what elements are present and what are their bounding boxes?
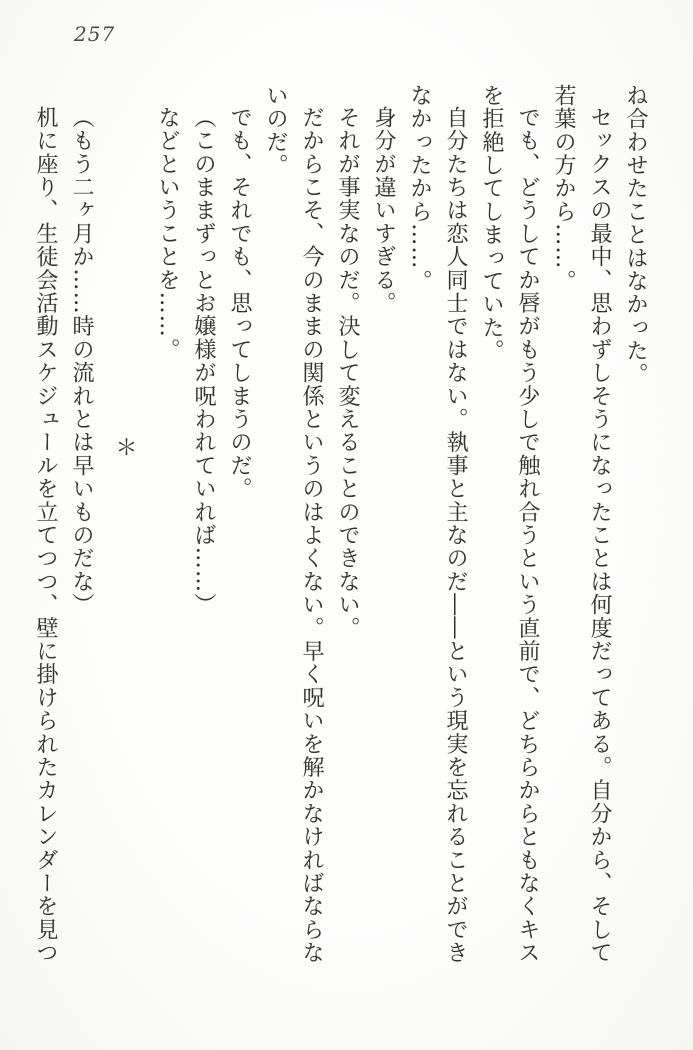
text-column: などということを……。 bbox=[155, 106, 180, 362]
text-column: 机に座り、生徒会活動スケジュールを立てつつ、壁に掛けられたカレンダーを見つ bbox=[33, 106, 58, 965]
text-column: でも、それでも、思ってしまうのだ。 bbox=[227, 106, 252, 501]
text-column: 若葉の方から……。 bbox=[551, 84, 576, 293]
page-number: 257 bbox=[74, 22, 116, 46]
text-column: いのだ。 bbox=[263, 84, 288, 177]
text-column: だからこそ、今のままの関係というのはよくない。早く呪いを解かなければならな bbox=[299, 106, 324, 965]
text-column: でも、どうしてか唇がもう少しで触れ合うという直前で、どちらからともなくキス bbox=[515, 106, 540, 965]
text-column: 自分たちは恋人同士ではない。執事と主なのだ――という現実を忘れることができ bbox=[443, 106, 468, 965]
text-block bbox=[27, 84, 653, 976]
section-divider: ＊ bbox=[112, 436, 137, 460]
text-column: （もう二ヶ月か……時の流れとは早いものだな） bbox=[69, 106, 94, 617]
text-column: セックスの最中、思わずしそうになったことは何度だってある。自分から、そして bbox=[587, 106, 612, 965]
text-column: を拒絶してしまっていた。 bbox=[479, 84, 504, 363]
text-column: ね合わせたことはなかった。 bbox=[623, 84, 648, 386]
text-column: 身分が違いすぎる。 bbox=[371, 106, 396, 315]
text-column: （このままずっとお嬢様が呪われていれば……） bbox=[191, 106, 216, 617]
text-column: それが事実なのだ。決して変えることのできない。 bbox=[335, 106, 360, 640]
text-column: なかったから……。 bbox=[407, 84, 432, 293]
